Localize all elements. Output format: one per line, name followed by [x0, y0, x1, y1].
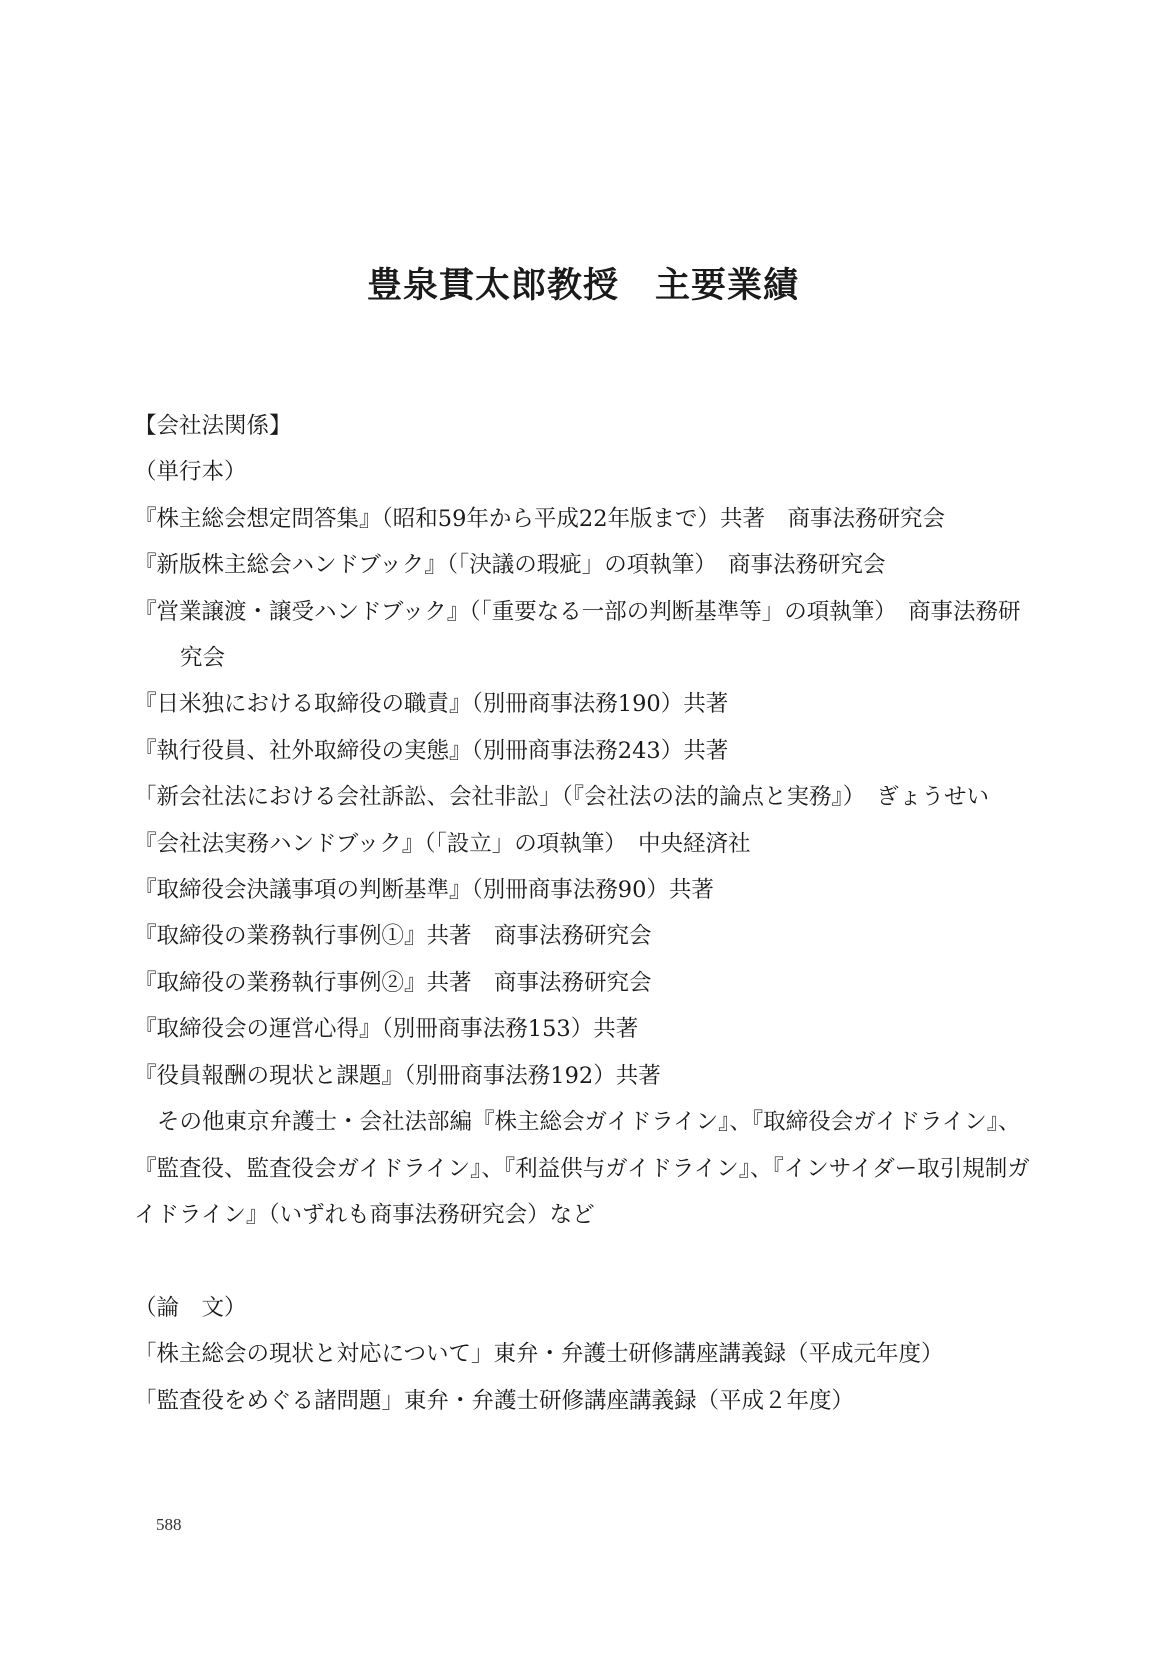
spacer — [134, 1238, 1034, 1284]
book-entry: 『取締役会の運営心得』（別冊商事法務153）共著 — [134, 1016, 639, 1043]
subsection-heading-papers: （論 文） — [134, 1294, 247, 1321]
document-body — [134, 403, 1034, 1424]
book-entry: 『株主総会想定問答集』（昭和59年から平成22年版まで）共著 商事法務研究会 — [134, 505, 946, 532]
book-entry: 『取締役会決議事項の判断基準』（別冊商事法務90）共著 — [134, 877, 714, 904]
book-entry: 『役員報酬の現状と課題』（別冊商事法務192）共著 — [134, 1062, 661, 1089]
section-heading-company-law: 【会社法関係】 — [134, 413, 292, 439]
book-entry: 『取締役の業務執行事例①』共著 商事法務研究会 — [134, 923, 652, 950]
book-entry: 『日米独における取締役の職責』（別冊商事法務190）共著 — [134, 691, 729, 718]
book-entry: 『営業譲渡・譲受ハンドブック』（「重要なる一部の判断基準等」の項執筆） 商事法務研究会 — [134, 598, 1021, 672]
book-entry: 『新版株主総会ハンドブック』（「決議の瑕疵」の項執筆） 商事法務研究会 — [134, 552, 886, 579]
paper-entry: 「株主総会の現状と対応について」東弁・弁護士研修講座講義録（平成元年度） — [134, 1341, 944, 1368]
page-title: 豊泉貫太郎教授 主要業績 — [366, 265, 799, 306]
book-entry: 『執行役員、社外取締役の実態』（別冊商事法務243）共著 — [134, 737, 729, 764]
book-entry: 『取締役の業務執行事例②』共著 商事法務研究会 — [134, 969, 652, 996]
paper-entry: 「監査役をめぐる諸問題」東弁・弁護士研修講座講義録（平成２年度） — [134, 1387, 855, 1414]
book-entry: 『会社法実務ハンドブック』（「設立」の項執筆） 中央経済社 — [134, 830, 751, 857]
subsection-heading-books: （単行本） — [134, 459, 247, 486]
books-other-paragraph: その他東京弁護士・会社法部編『株主総会ガイドライン』、『取締役会ガイドライン』、『監査役、監査役会ガイドライン』、『利益供与ガイドライン』、『インサイダー取引規制ガイドライン』（いずれも商事法務研究会）など — [134, 1109, 1030, 1228]
book-entry: 「新会社法における会社訴訟、会社非訟」（『会社法の法的論点と実務』） ぎょうせい — [134, 784, 990, 811]
page-number: 588 — [156, 1515, 182, 1534]
